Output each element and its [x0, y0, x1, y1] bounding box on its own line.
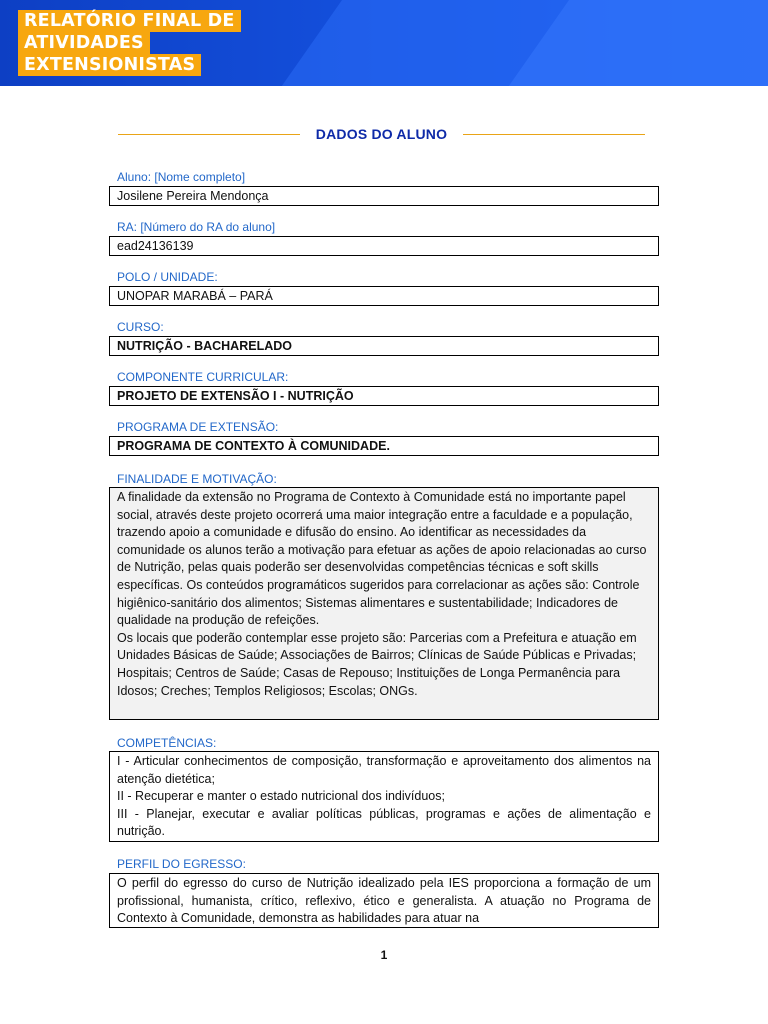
aluno-label: Aluno: [Nome completo] [117, 170, 246, 184]
perfil-label: PERFIL DO EGRESSO: [117, 857, 246, 871]
header-banner [0, 0, 768, 86]
ra-label: RA: [Número do RA do aluno] [117, 220, 276, 234]
programa-label: PROGRAMA DE EXTENSÃO: [117, 420, 279, 434]
aluno-field[interactable]: Josilene Pereira Mendonça [109, 186, 659, 206]
page-number: 1 [380, 948, 388, 962]
section-heading-text: DADOS DO ALUNO [315, 126, 448, 142]
curso-label: CURSO: [117, 320, 164, 334]
perfil-paragraph: O perfil do egresso do curso de Nutrição idealizado pela IES proporciona a formação de um profissional, humanista, crítico, reflexivo, ético e generalista. A atuação no Programa de Contexto à Comunidade, demonstra as habilidades para atuar na [117, 876, 651, 926]
finalidade-paragraph: Os locais que poderão contemplar esse projeto são: Parcerias com a Prefeitura e atuação em Unidades Básicas de Saúde; Associações de Bairros; Clínicas de Saúde Públicas e Privadas; Hospitais; Centros de Saúde; Casas de Repouso; Instituições de Longa Permanência para Idosos; Creches; Templos Religiosos; Escolas; ONGs. [117, 630, 637, 698]
perfil-field[interactable] [109, 873, 659, 928]
polo-label: POLO / UNIDADE: [117, 270, 218, 284]
finalidade-field[interactable] [109, 487, 659, 720]
componente-field[interactable]: PROJETO DE EXTENSÃO I - NUTRIÇÃO [109, 386, 659, 406]
report-title [18, 10, 241, 76]
finalidade-label: FINALIDADE E MOTIVAÇÃO: [117, 472, 277, 486]
componente-label: COMPONENTE CURRICULAR: [117, 370, 289, 384]
competencias-label: COMPETÊNCIAS: [117, 736, 217, 750]
heading-rule-right [463, 134, 645, 135]
section-heading [118, 122, 645, 146]
polo-field[interactable]: UNOPAR MARABÁ – PARÁ [109, 286, 659, 306]
competencias-field[interactable] [109, 751, 659, 842]
curso-field[interactable]: NUTRIÇÃO - BACHARELADO [109, 336, 659, 356]
report-title-line-2: ATIVIDADES [18, 32, 150, 54]
ra-field[interactable]: ead24136139 [109, 236, 659, 256]
competencia-item: II - Recuperar e manter o estado nutricional dos indivíduos; [117, 789, 445, 804]
report-title-line-1: RELATÓRIO FINAL DE [18, 10, 241, 32]
report-title-line-3: EXTENSIONISTAS [18, 54, 201, 76]
finalidade-paragraph: A finalidade da extensão no Programa de Contexto à Comunidade está no importante papel social, através deste projeto ocorrerá uma maior integração entre a faculdade e a população, trazendo apoio a comunidade e difusão do ensino. Ao identificar as necessidades da comunidade os alunos terão a motivação para efetuar as ações de apoio relacionadas ao curso de Nutrição, pelas quais poderão ser desenvolvidas competências técnicas e soft skills específicas. Os conteúdos programáticos sugeridos para correlacionar as ações são: Controle higiênico-sanitário dos alimentos; Sistemas alimentares e sustentabilidade; Indicadores de qualidade na produção de refeições. [117, 490, 647, 628]
heading-rule-left [118, 134, 300, 135]
programa-field[interactable]: PROGRAMA DE CONTEXTO À COMUNIDADE. [109, 436, 659, 456]
competencia-item: III - Planejar, executar e avaliar políticas públicas, programas e ações de alimentação e nutrição. [117, 806, 651, 839]
competencia-item: I - Articular conhecimentos de composição, transformação e aproveitamento dos alimentos na atenção dietética; [117, 754, 651, 786]
